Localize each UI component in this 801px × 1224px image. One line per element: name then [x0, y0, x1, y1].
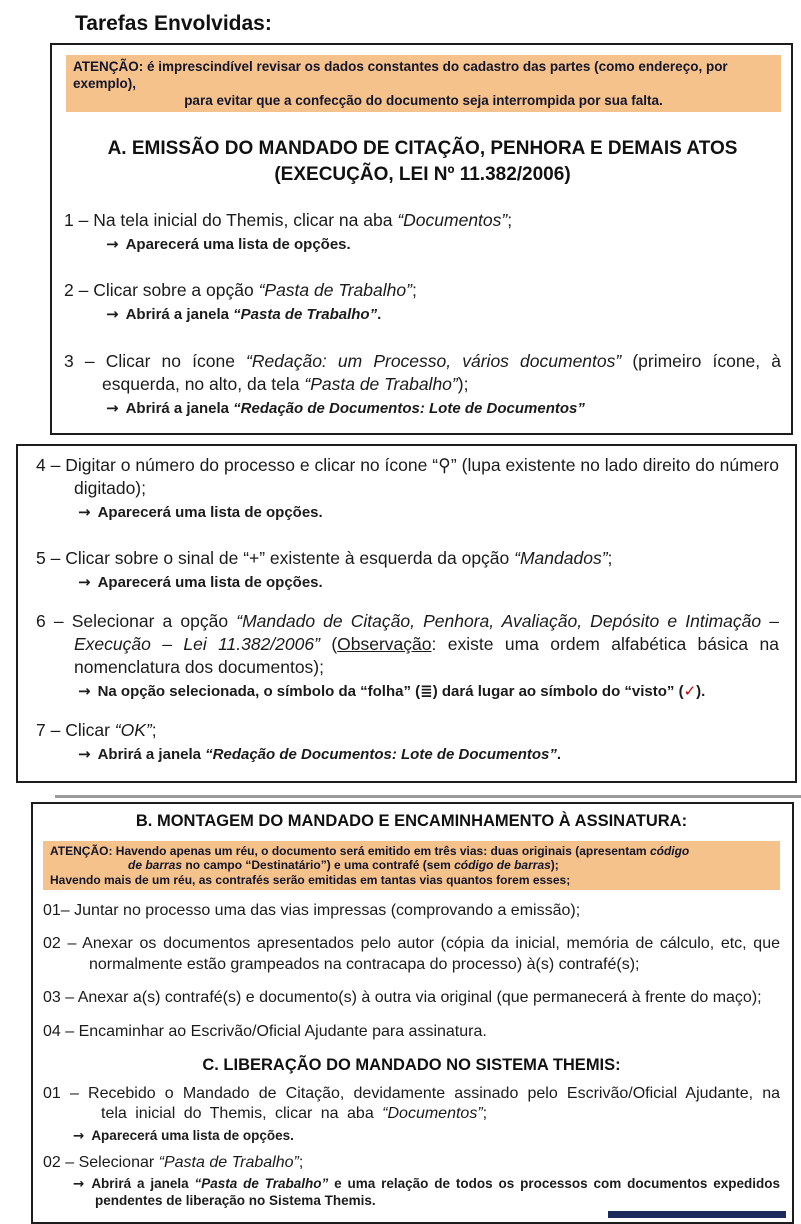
text-run: 6 – Selecionar a opção [36, 611, 237, 632]
text-run: “Redação: um Processo, vários documentos” [246, 351, 622, 372]
step-5 [36, 547, 779, 593]
text-run: ; [298, 1154, 304, 1172]
text-run: “Mandado de Citação, Penhora, Avaliação, Depósito e Intimação – Execução – Lei 11.382/2006” [74, 611, 779, 655]
highlight-bar [608, 1211, 786, 1218]
section-b-title: B. MONTAGEM DO MANDADO E ENCAMINHAMENTO À ASSINATURA: [135, 811, 688, 830]
page-break-divider [55, 795, 801, 798]
text-run: para evitar que a confecção do documento seja interrompida por sua falta. [184, 93, 663, 108]
text-run: 01– Juntar no processo uma das vias impressas (comprovando a emissão); [43, 901, 581, 919]
step-c02-result [73, 1176, 780, 1209]
step-c01-result-text [91, 1128, 294, 1143]
text-run: ); [550, 858, 559, 873]
step-1-text [64, 209, 781, 232]
text-run: de barras [128, 858, 183, 873]
step-6 [36, 610, 779, 701]
step-c02-text [43, 1153, 780, 1173]
text-run: 5 – Clicar sobre o sinal de “+” existente à esquerda da opção [36, 547, 515, 568]
step-4-result-text [98, 504, 323, 521]
section-a-title [64, 136, 781, 187]
attention-note-1-line1 [73, 58, 774, 92]
text-run: : existe uma ordem alfabética básica na nomenclatura dos documentos); [74, 634, 779, 677]
page-title: Tarefas Envolvidas: [75, 12, 272, 35]
arrow-icon: → [78, 572, 91, 591]
text-run: “Redação de Documentos: Lote de Documentos” [233, 399, 585, 417]
text-run: 1 – Na tela inicial do Themis, clicar na aba [64, 210, 398, 231]
section-a-title-line1: A. EMISSÃO DO MANDADO DE CITAÇÃO, PENHORA E DEMAIS ATOS [107, 138, 738, 159]
step-3-result-text [126, 400, 585, 417]
text-run: (primeiro ícone, à esquerda, no alto, da tela [102, 351, 782, 395]
step-2-result [106, 305, 781, 325]
text-run: Na opção selecionada, o símbolo da “folha” ( [97, 682, 421, 700]
text-run: 2 – Clicar sobre a opção [64, 279, 259, 300]
step-5-text [36, 547, 779, 570]
step-b02-text [43, 934, 780, 975]
text-run: Abrirá a janela [125, 305, 234, 323]
text-run: “Pasta de Trabalho” [258, 279, 412, 300]
text-run: código de barras [454, 858, 551, 873]
step-2 [64, 279, 781, 325]
section-a-box [50, 43, 793, 435]
steps-4-7-box [16, 444, 797, 783]
section-c-title: C. LIBERAÇÃO DO MANDADO NO SISTEMA THEMIS: [202, 1056, 621, 1075]
text-run: “Pasta de Trabalho” [194, 1176, 329, 1192]
text-run: ATENÇÃO: é imprescindível revisar os dados constantes do cadastro das partes (como endereço, por exemplo), [73, 59, 728, 91]
step-1-result [106, 235, 781, 255]
step-b01-text [43, 901, 780, 921]
text-run: “Pasta de Trabalho” [233, 305, 378, 323]
step-6-result-text [98, 683, 706, 700]
text-run: 4 – Digitar o número do processo e clicar no ícone “ [36, 454, 439, 475]
step-1 [64, 209, 781, 255]
step-4-text [36, 454, 779, 501]
step-c01 [43, 1084, 780, 1144]
step-2-result-text [126, 306, 382, 323]
step-c02 [43, 1153, 780, 1209]
document-page [0, 12, 801, 1208]
text-run: ( [319, 634, 338, 655]
step-7-result [78, 745, 779, 765]
text-run: Aparecerá uma lista de opções. [97, 573, 323, 591]
step-3-result [106, 399, 781, 419]
text-run: Observação [337, 634, 432, 655]
text-run: ) dará lugar ao símbolo do “visto” ( [432, 682, 684, 700]
text-run: ; [482, 1105, 488, 1123]
check-icon: ✓ [683, 682, 697, 700]
step-5-result [78, 573, 779, 593]
step-1-result-text [126, 236, 351, 253]
arrow-icon: → [106, 304, 119, 323]
text-run: 03 – Anexar a(s) contrafé(s) e documento(s) à outra via original (que permanecerá à frente do maço); [43, 989, 762, 1007]
step-2-text [64, 279, 781, 302]
arrow-icon: → [73, 1127, 85, 1144]
text-run: ); [457, 374, 469, 395]
text-run: Aparecerá uma lista de opções. [91, 1127, 294, 1143]
text-run: ; [607, 547, 613, 568]
arrow-icon: → [73, 1176, 85, 1193]
step-4 [36, 454, 779, 523]
step-b03-text [43, 988, 780, 1008]
text-run: no campo “Destinatário”) e uma contrafé (sem [182, 858, 455, 873]
text-run: “Documentos” [382, 1105, 483, 1123]
arrow-icon: → [78, 503, 91, 522]
text-run: 7 – Clicar [36, 720, 115, 741]
text-run: Abrirá a janela [125, 399, 234, 417]
step-3 [64, 350, 781, 418]
arrow-icon: → [106, 235, 119, 254]
text-run: 04 – Encaminhar ao Escrivão/Oficial Ajudante para assinatura. [43, 1022, 487, 1040]
sheet-icon: ≣ [420, 681, 433, 700]
attention-note-2-line3 [50, 873, 773, 887]
text-run: ” (lupa existente no lado direito do número digitado); [74, 454, 779, 499]
arrow-icon: → [106, 398, 119, 417]
text-run: “Redação de Documentos: Lote de Documentos” [205, 746, 557, 764]
text-run: ; [411, 279, 417, 300]
text-run: “OK” [114, 720, 152, 741]
magnifier-icon: ⚲ [438, 455, 451, 476]
text-run: . [377, 305, 382, 323]
attention-note-2 [43, 841, 780, 890]
text-run: Abrirá a janela [91, 1176, 195, 1192]
text-run: ; [151, 720, 157, 741]
arrow-icon: → [78, 681, 91, 700]
text-run: “Pasta de Trabalho” [304, 374, 458, 395]
text-run: ATENÇÃO: Havendo apenas um réu, o documento será emitido em três vias: duas originais (apresentam [50, 843, 650, 858]
attention-note-1 [66, 55, 781, 112]
text-run: ). [696, 682, 706, 700]
text-run: 02 – Anexar os documentos apresentados pelo autor (cópia da inicial, memória de cálculo, etc, que normalmente estão grampeados na contracapa do processo) à(s) contrafé(s); [43, 935, 780, 973]
step-c01-result [73, 1128, 780, 1144]
step-4-result [78, 503, 779, 523]
step-c01-text [43, 1084, 780, 1124]
step-c02-result-text [91, 1176, 780, 1207]
step-6-text [36, 610, 779, 678]
step-7-text [36, 719, 779, 742]
step-7 [36, 719, 779, 765]
text-run: ; [507, 210, 513, 231]
attention-note-1-line2 [73, 92, 774, 109]
text-run: Abrirá a janela [97, 746, 206, 764]
text-run: “Documentos” [397, 210, 508, 231]
step-3-text [64, 350, 781, 396]
step-7-result-text [98, 746, 561, 763]
text-run: 01 – Recebido o Mandado de Citação, devidamente assinado pelo Escrivão/Oficial Ajudante, na tela inicial do Themis, clicar na aba [43, 1085, 780, 1123]
text-run: 3 – Clicar no ícone [64, 351, 247, 372]
text-run: Aparecerá uma lista de opções. [97, 504, 323, 522]
attention-note-2-line2 [50, 858, 773, 872]
text-run: “Pasta de Trabalho” [158, 1154, 299, 1172]
section-a-title-line2: (EXECUÇÃO, LEI Nº 11.382/2006) [274, 163, 571, 185]
text-run: Havendo mais de um réu, as contrafés serão emitidas em tantas vias quantos forem esses; [50, 872, 571, 887]
text-run: 02 – Selecionar [43, 1154, 159, 1172]
text-run: código [649, 843, 690, 858]
step-b04-text [43, 1022, 780, 1042]
text-run: e uma relação de todos os processos com documentos expedidos pendentes de liberação no Sistema Themis. [95, 1176, 781, 1208]
step-5-result-text [98, 574, 323, 591]
text-run: “Mandados” [514, 547, 608, 568]
text-run: Aparecerá uma lista de opções. [125, 236, 351, 254]
step-6-result [78, 682, 779, 702]
section-b-c-box [31, 802, 794, 1224]
text-run: . [556, 746, 562, 764]
arrow-icon: → [78, 745, 91, 764]
attention-note-2-line1 [50, 844, 773, 858]
